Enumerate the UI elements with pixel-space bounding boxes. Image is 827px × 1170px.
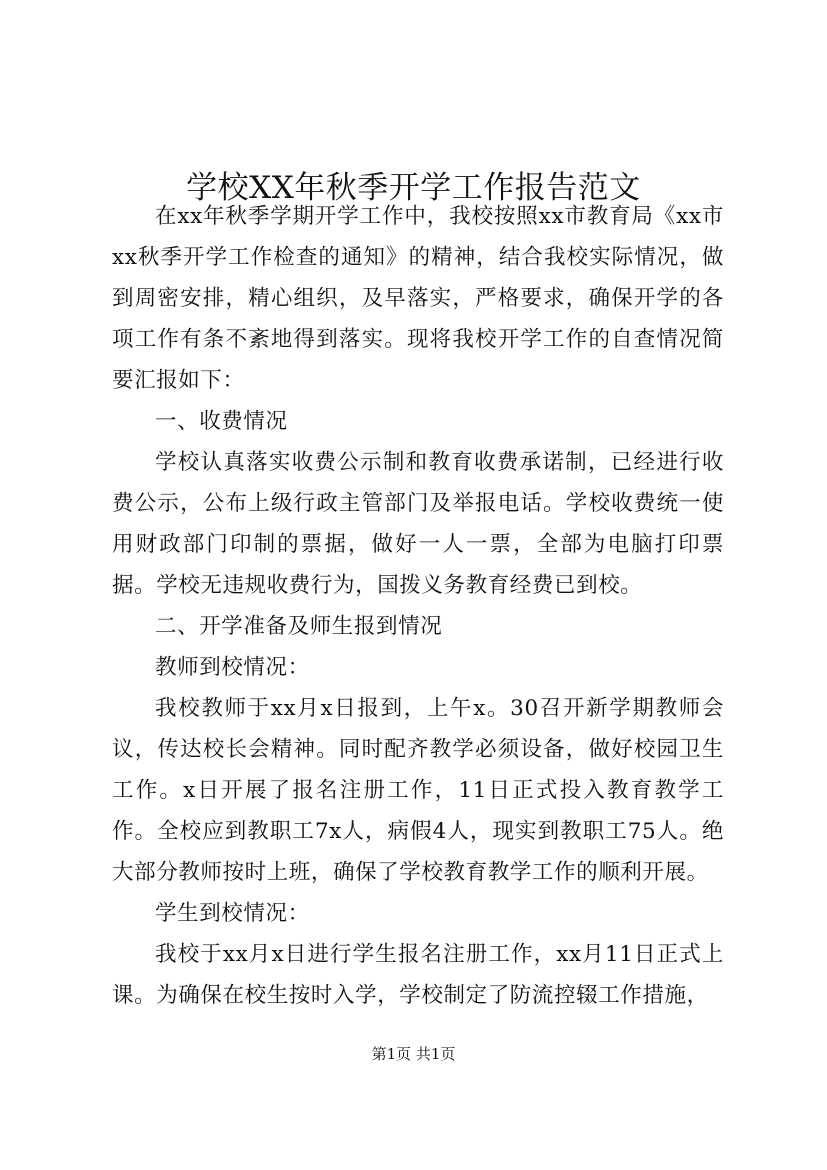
document-title: 学校XX年秋季开学工作报告范文 — [186, 169, 641, 206]
paragraph-students: 我校于xx月x日进行学生报名注册工作，xx月11日正式上课。为确保在校生按时入学，学校制定了防流控辍工作措施， — [112, 942, 724, 1008]
page-footer: 第1页 共1页 — [371, 1045, 456, 1063]
paragraph-intro: 在xx年秋季学期开学工作中，我校按照xx市教育局《xx市xx秋季开学工作检查的通知》的精神，结合我校实际情况，做到周密安排，精心组织，及早落实，严格要求，确保开学的各项工作有条不紊地得到落实。现将我校开学工作的自查情况简要汇报如下： — [112, 204, 724, 393]
paragraph-teachers: 我校教师于xx月x日报到，上午x。30召开新学期教师会议，传达校长会精神。同时配齐教学必须设备，做好校园卫生工作。x日开展了报名注册工作，11日正式投入教育教学工作。全校应到教职工7x人，病假4人，现实到教职工75人。绝大部分教师按时上班，确保了学校教育教学工作的顺利开展。 — [112, 696, 724, 885]
subheading-students: 学生到校情况： — [155, 901, 310, 926]
paragraph-fees: 学校认真落实收费公示制和教育收费承诺制，已经进行收费公示，公布上级行政主管部门及举报电话。学校收费统一使用财政部门印制的票据，做好一人一票，全部为电脑打印票据。学校无违规收费行为，国拨义务教育经费已到校。 — [112, 450, 724, 598]
section-heading-fees: 一、收费情况 — [155, 409, 288, 434]
document-body — [112, 196, 724, 1016]
subheading-teachers: 教师到校情况： — [155, 655, 310, 680]
section-heading-preparation: 二、开学准备及师生报到情况 — [155, 614, 443, 639]
